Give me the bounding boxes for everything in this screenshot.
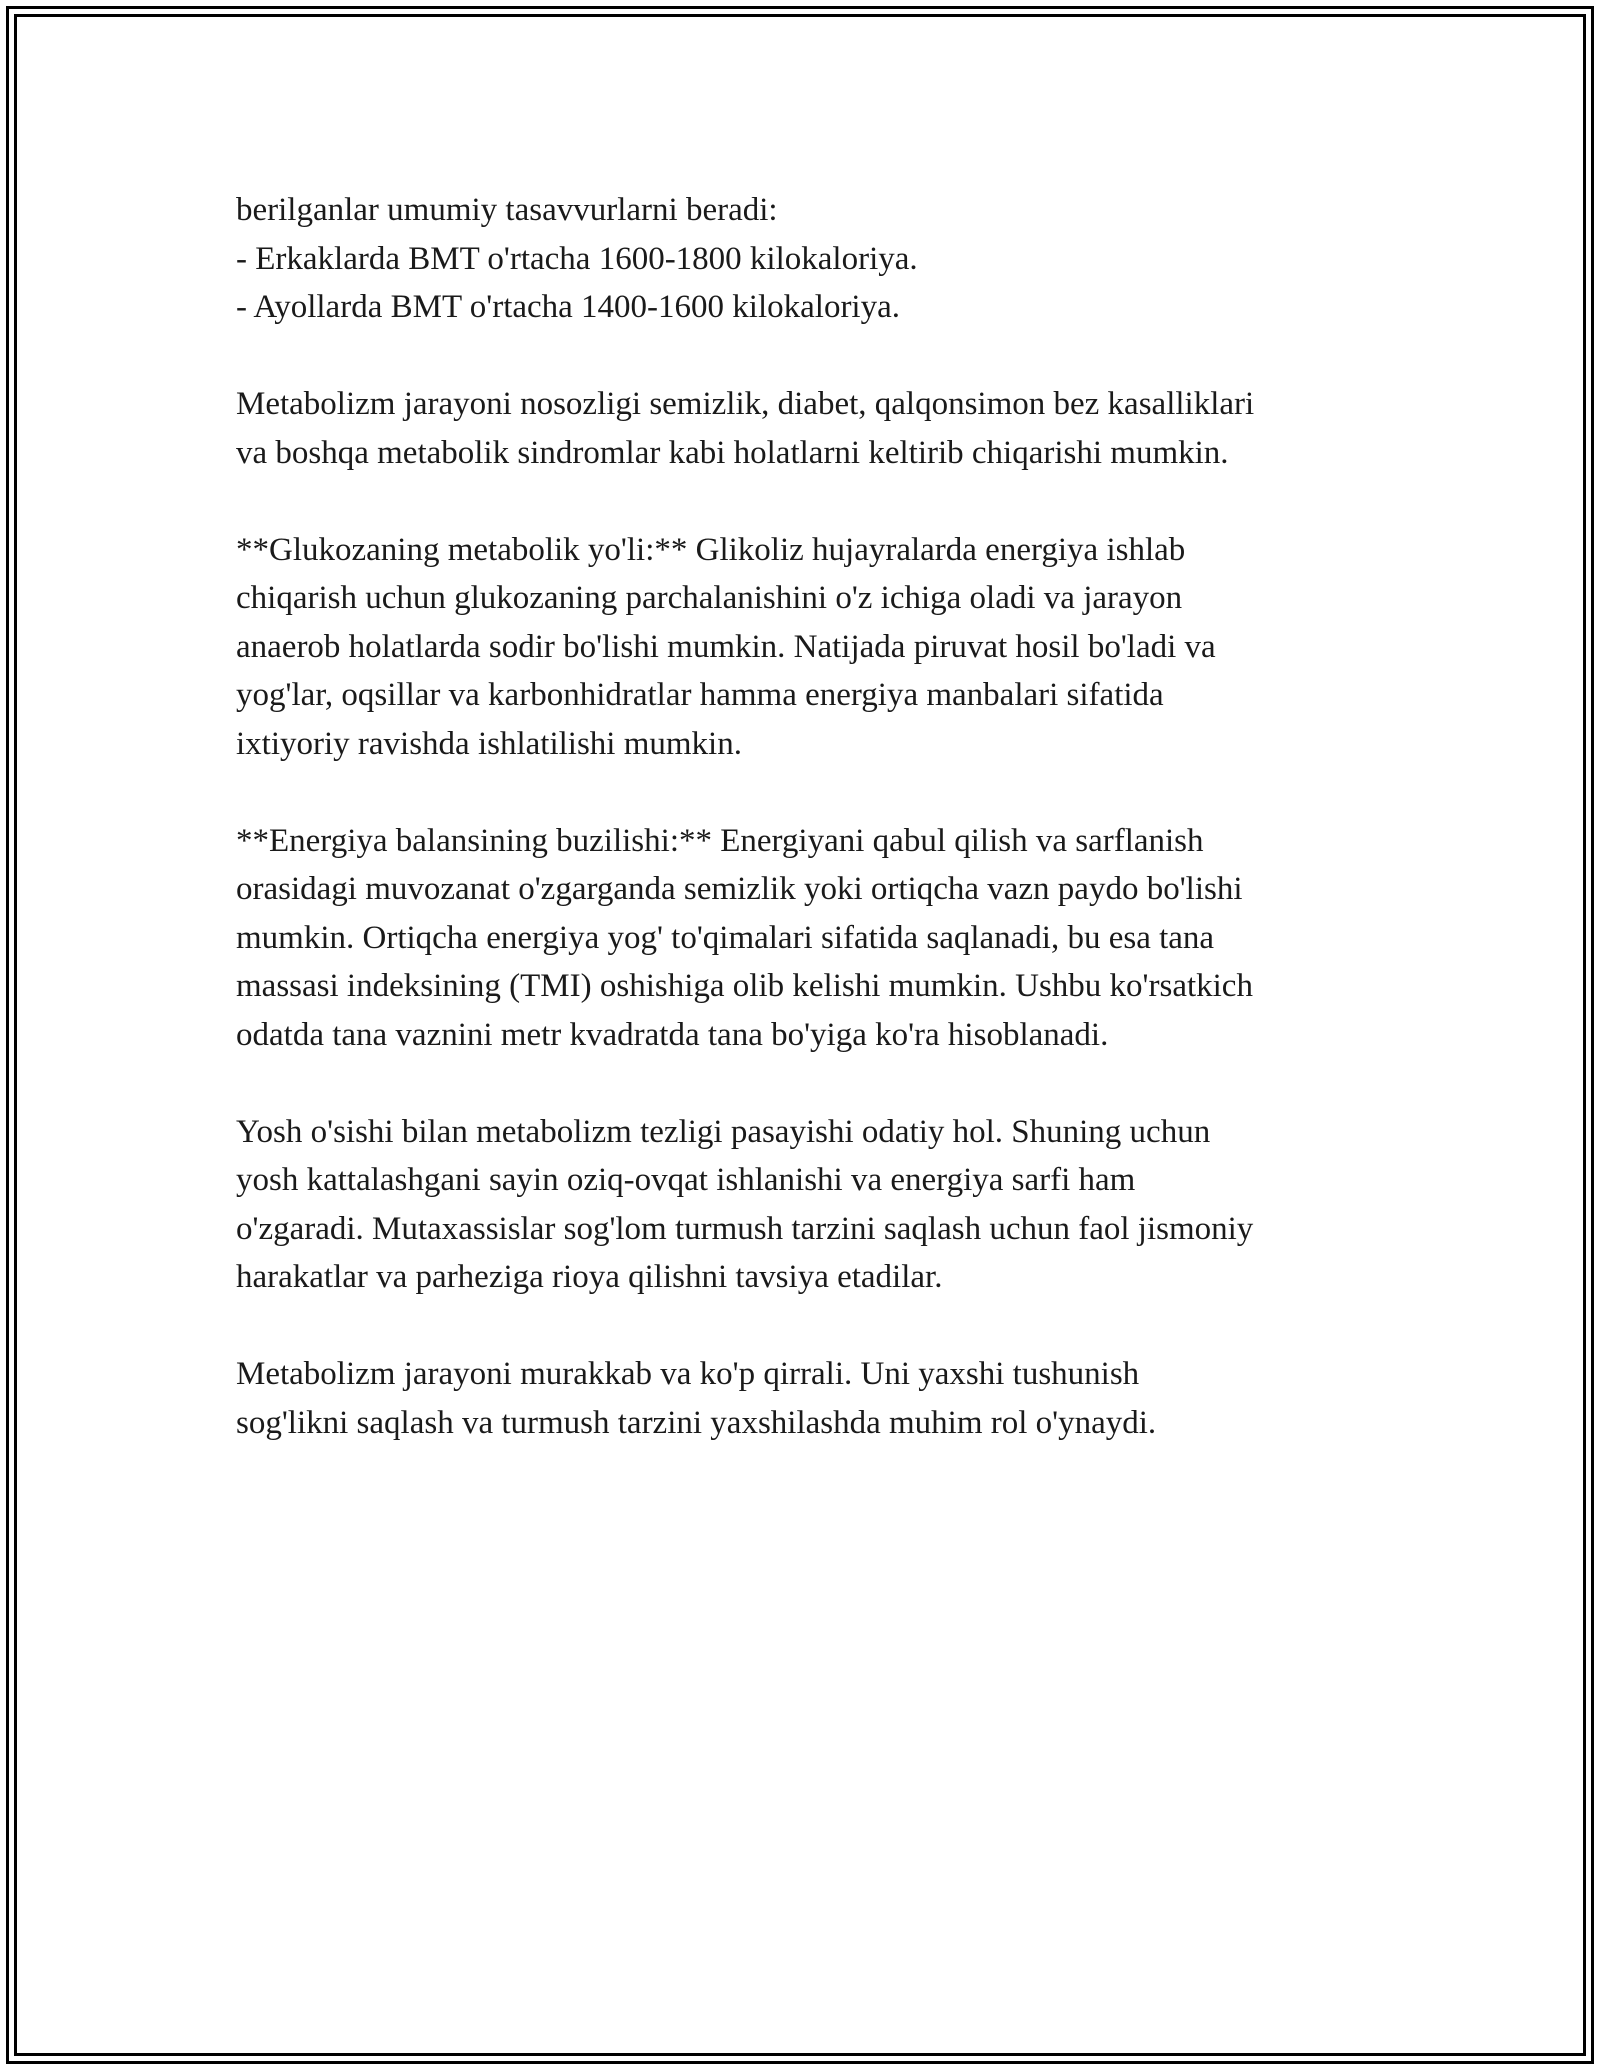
paragraph-gap bbox=[236, 477, 1396, 526]
paragraph-conclusion bbox=[236, 1350, 1396, 1447]
text-line: yog'lar, oqsillar va karbonhidratlar hamma energiya manbalari sifatida bbox=[236, 677, 1164, 713]
list-item-men: - Erkaklarda BMT o'rtacha 1600-1800 kilokaloriya. bbox=[236, 240, 918, 277]
text-line: chiqarish uchun glukozaning parchalanishini o'z ichiga oladi va jarayon bbox=[236, 580, 1183, 616]
text-line: yosh kattalashgani sayin oziq-ovqat ishlanishi va energiya sarfi ham bbox=[236, 1162, 1136, 1198]
paragraph-glucose-pathway bbox=[236, 526, 1396, 769]
text-line: orasidagi muvozanat o'zgarganda semizlik yoki ortiqcha vazn paydo bo'lishi bbox=[236, 871, 1243, 907]
text-line: va boshqa metabolik sindromlar kabi holatlarni keltirib chiqarishi mumkin. bbox=[236, 434, 1229, 471]
paragraph-metabolism-disorder bbox=[236, 380, 1396, 477]
text-line: odatda tana vaznini metr kvadratda tana bo'yiga ko'ra hisoblanadi. bbox=[236, 1016, 1109, 1053]
text-line: anaerob holatlarda sodir bo'lishi mumkin. Natijada piruvat hosil bo'ladi va bbox=[236, 628, 1216, 665]
paragraph-gap bbox=[236, 1302, 1396, 1351]
text-line: mumkin. Ortiqcha energiya yog' to'qimalari sifatida saqlanadi, bu esa tana bbox=[236, 919, 1215, 956]
paragraph-age-metabolism bbox=[236, 1108, 1396, 1302]
text-line: berilganlar umumiy tasavvurlarni beradi: bbox=[236, 192, 778, 228]
text-line: **Glukozaning metabolik yo'li:** Glikoliz hujayralarda energiya ishlab bbox=[236, 531, 1186, 568]
text-line: o'zgaradi. Mutaxassislar sog'lom turmush tarzini saqlash uchun faol jismoniy bbox=[236, 1210, 1254, 1247]
paragraph-gap bbox=[236, 1059, 1396, 1108]
list-item-women: - Ayollarda BMT o'rtacha 1400-1600 kilokaloriya. bbox=[236, 289, 900, 325]
text-line: Metabolizm jarayoni murakkab va ko'p qirrali. Uni yaxshi tushunish bbox=[236, 1356, 1140, 1392]
paragraph-intro bbox=[236, 186, 1396, 332]
text-line: Yosh o'sishi bilan metabolizm tezligi pasayishi odatiy hol. Shuning uchun bbox=[236, 1113, 1211, 1150]
text-line: ixtiyoriy ravishda ishlatilishi mumkin. bbox=[236, 725, 742, 762]
text-line: massasi indeksining (TMI) oshishiga olib kelishi mumkin. Ushbu ko'rsatkich bbox=[236, 968, 1253, 1004]
text-line: sog'likni saqlash va turmush tarzini yaxshilashda muhim rol o'ynaydi. bbox=[236, 1404, 1157, 1441]
paragraph-gap bbox=[236, 332, 1396, 381]
text-line: harakatlar va parheziga rioya qilishni tavsiya etadilar. bbox=[236, 1259, 943, 1295]
document-body bbox=[236, 186, 1396, 1447]
paragraph-gap bbox=[236, 768, 1396, 817]
paragraph-energy-balance bbox=[236, 817, 1396, 1060]
text-line: Metabolizm jarayoni nosozligi semizlik, diabet, qalqonsimon bez kasalliklari bbox=[236, 386, 1255, 422]
text-line: **Energiya balansining buzilishi:** Energiyani qabul qilish va sarflanish bbox=[236, 822, 1204, 859]
